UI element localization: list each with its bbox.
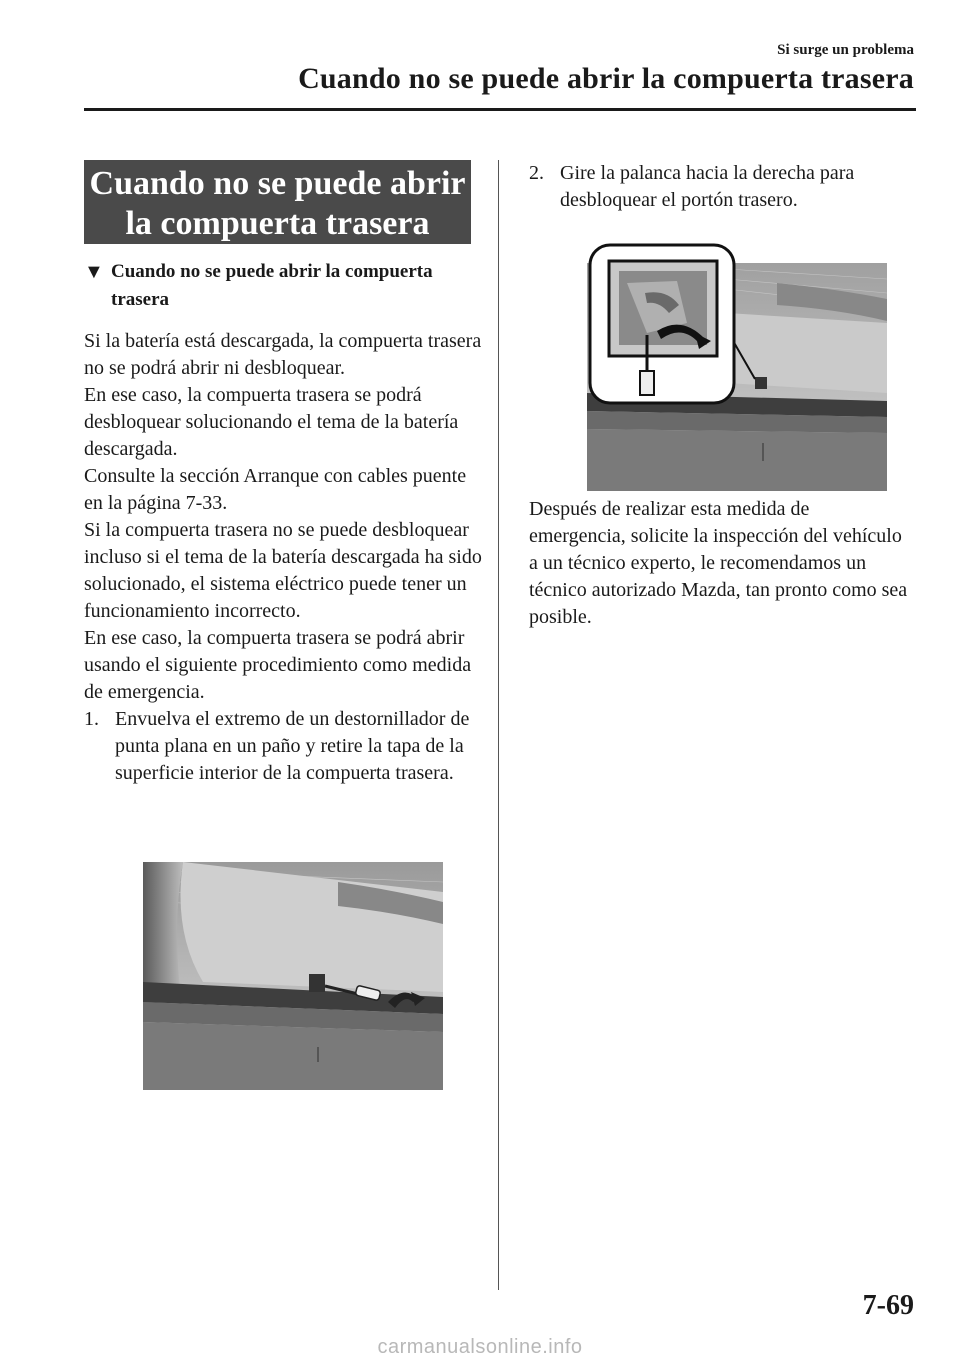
step-1 xyxy=(84,706,484,787)
paragraph: Si la batería está descargada, la compuerta trasera no se podrá abrir ni desbloquear. xyxy=(84,330,482,379)
right-column-step xyxy=(529,160,924,214)
header-rule xyxy=(84,108,916,111)
section-title-box xyxy=(84,160,471,244)
paragraph: En ese caso, la compuerta trasera se podrá desbloquear solucionando el tema de la batería descargada. xyxy=(84,384,459,460)
page-number: 7-69 xyxy=(862,1290,914,1321)
step-2 xyxy=(529,160,924,214)
running-header-title: Cuando no se puede abrir la compuerta trasera xyxy=(298,62,914,95)
section-title-line-1: Cuando no se puede abrir xyxy=(89,165,466,202)
triangle-marker-icon: ▼ xyxy=(84,261,104,283)
paragraph: En ese caso, la compuerta trasera se podrá abrir usando el siguiente procedimiento como medida de emergencia. xyxy=(84,627,472,703)
step-number: 2. xyxy=(529,162,544,184)
watermark: carmanualsonline.info xyxy=(377,1336,583,1358)
section-title-line-2: la compuerta trasera xyxy=(125,205,430,242)
paragraph: Consulte la sección Arranque con cables puente en la página 7-33. xyxy=(84,465,467,514)
paragraph: Después de realizar esta medida de emergencia, solicite la inspección del vehículo a un técnico experto, le recomendamos un técnico autorizado Mazda, tan pronto como sea posible. xyxy=(529,498,908,628)
step-text: Gire la palanca hacia la derecha para desbloquear el portón trasero. xyxy=(560,162,855,211)
running-header-section: Si surge un problema xyxy=(777,42,914,58)
lever-unlock-illustration xyxy=(587,243,887,491)
paragraph: Si la compuerta trasera no se puede desbloquear incluso si el tema de la batería descargada ha sido solucionado, el sistema eléctrico puede tener un funcionamiento incorrecto. xyxy=(84,519,482,622)
column-divider xyxy=(498,160,499,1290)
subheading xyxy=(84,258,474,314)
subheading-text: Cuando no se puede abrir la compuerta trasera xyxy=(111,261,433,310)
left-column-text xyxy=(84,328,484,787)
liftgate-cover-removal-illustration xyxy=(143,862,443,1090)
step-text: Envuelva el extremo de un destornillador de punta plana en un paño y retire la tapa de la superficie interior de la compuerta trasera. xyxy=(115,708,470,784)
step-number: 1. xyxy=(84,708,99,730)
right-column-text xyxy=(529,496,909,631)
